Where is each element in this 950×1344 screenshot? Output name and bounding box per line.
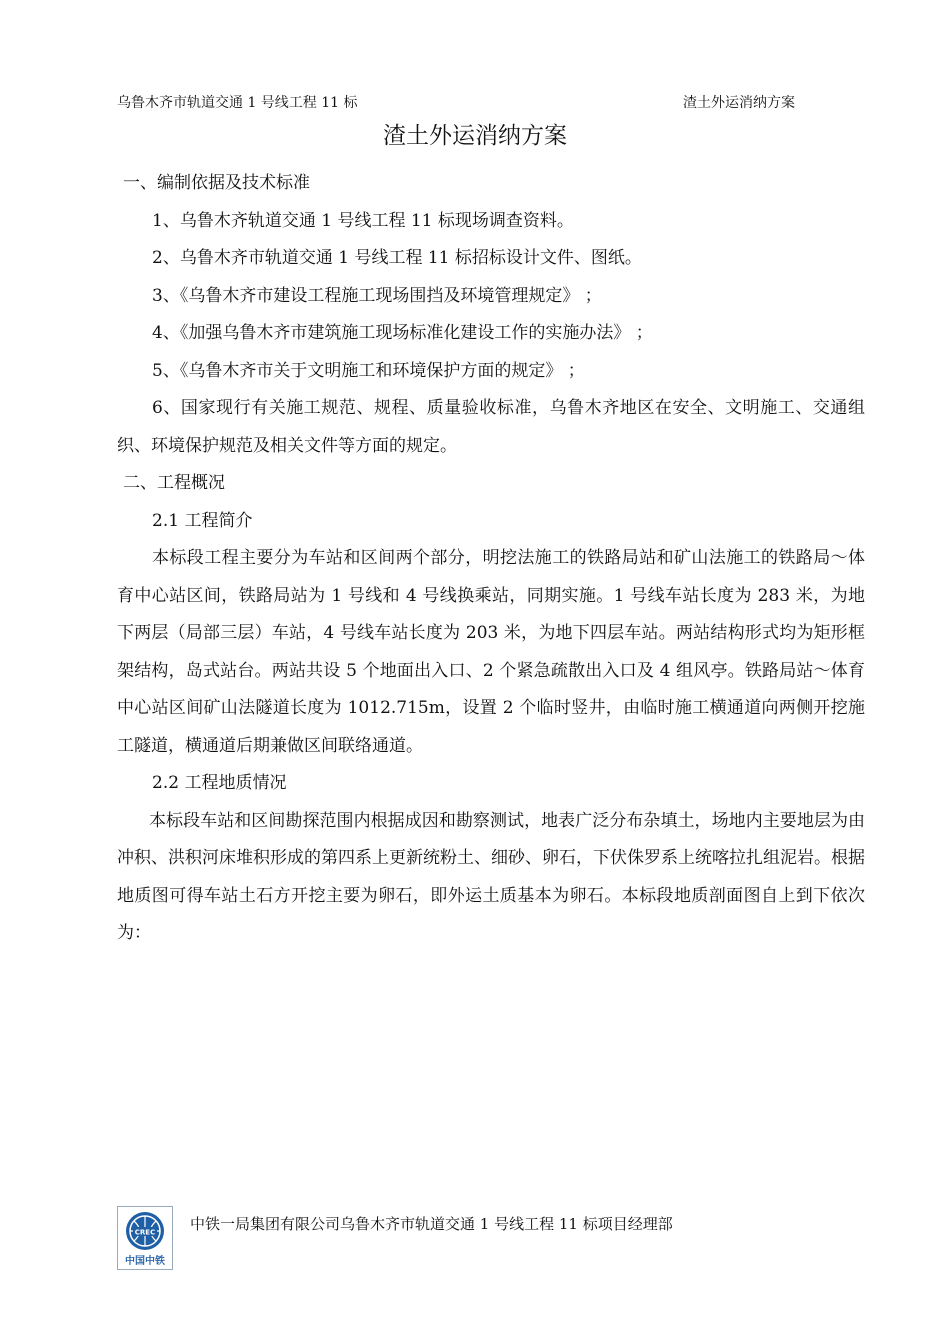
section-heading-1: 一、编制依据及技术标准 <box>123 173 310 193</box>
page-footer <box>117 1206 877 1272</box>
list-item: 5、《乌鲁木齐市关于文明施工和环境保护方面的规定》 ； <box>152 360 585 381</box>
list-item: 1、乌鲁木齐轨道交通 1 号线工程 11 标现场调查资料。 <box>152 210 574 231</box>
paragraph: 本标段车站和区间勘探范围内根据成因和勘察测试，地表广泛分布杂填土，场地内主要地层为由冲积、洪积河床堆积形成的第四系上更新统粉土、细砂、卵石，下伏侏罗系上统喀拉扎组泥岩。根据地质图可得车站土石方开挖主要为卵石，即外运土质基本为卵石。本标段地质剖面图自上到下依次为： <box>117 810 865 943</box>
crec-logo <box>117 1206 173 1270</box>
header-doc-title: 渣土外运消纳方案 <box>683 95 795 111</box>
logo-text: 中国中铁 <box>125 1256 165 1267</box>
list-item: 3、《乌鲁木齐市建设工程施工现场围挡及环境管理规定》 ； <box>152 285 602 306</box>
list-item: 6、国家现行有关施工规范、规程、质量验收标准，乌鲁木齐地区在安全、文明施工、交通组织、环境保护规范及相关文件等方面的规定。 <box>117 398 865 456</box>
footer-organization: 中铁一局集团有限公司乌鲁木齐市轨道交通 1 号线工程 11 标项目经理部 <box>190 1215 673 1233</box>
subsection-heading: 2.2 工程地质情况 <box>152 773 287 793</box>
list-item: 4、《加强乌鲁木齐市建筑施工现场标准化建设工作的实施办法》 ； <box>152 323 653 343</box>
header-project-name: 乌鲁木齐市轨道交通 1 号线工程 11 标 <box>117 95 358 111</box>
list-item: 2、乌鲁木齐市轨道交通 1 号线工程 11 标招标设计文件、图纸。 <box>152 248 642 268</box>
paragraph: 本标段工程主要分为车站和区间两个部分，明挖法施工的铁路局站和矿山法施工的铁路局～体育中心站区间，铁路局站为 1 号线和 4 号线换乘站，同期实施。1 号线车站长度为 283 米，为地下两层（局部三层）车站，4 号线车站长度为 203 米，为地下四层车站。两站结构形式均为矩形框架结构，岛式站台。两站共设 5 个地面出入口、2 个紧急疏散出入口及 4 组风亭。铁路局站～体育中心站区间矿山法隧道长度为 1012.715m，设置 2 个临时竖井，由临时施工横通道向两侧开挖施工隧道，横通道后期兼做区间联络通道。 <box>117 548 865 756</box>
subsection-heading: 2.1 工程简介 <box>152 510 253 531</box>
document-body <box>117 165 865 953</box>
logo-badge-text: CREC <box>134 1228 156 1237</box>
page-title: 渣土外运消纳方案 <box>383 123 567 149</box>
section-heading-2: 二、工程概况 <box>123 473 225 493</box>
